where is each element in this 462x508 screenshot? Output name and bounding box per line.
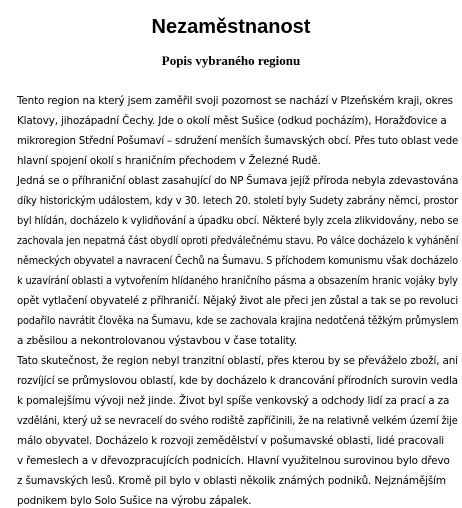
text-line: málo obyvatel. Docházelo k rozvoji zemědělství v pošumavské oblasti, lidé pracovali: [17, 435, 445, 447]
document-subtitle: Popis vybraného regionu: [161, 53, 301, 68]
text-line: zachovala jen nepatrná část obydlí oproti předválečnému stavu. Po válce docházelo k vyhánění: [17, 235, 459, 247]
text-line: díky historickým událostem, kdy v 30. letech 20. století byly Sudety zabrány němci, prostor: [17, 195, 458, 207]
text-line: rozvíjící se průmyslovou oblastí, kde by docházelo k drancování přírodních surovin vedla: [17, 375, 458, 387]
text-line: Klatovy, jihozápadní Čechy. Jde o okolí měst Sušice (odkud pocházím), Horažďovice a: [17, 115, 447, 127]
document-title: Nezaměstnanost: [151, 16, 311, 38]
text-line: k uzavírání oblasti a vytvořením hlídaného hraničního pásma a obsazením hranic vojáky byly: [17, 275, 458, 287]
text-line: a zběsilou a nekontrolovanou výstavbou v čase totality.: [17, 335, 298, 347]
text-line: hlavní spojení okolí s hraničním přechodem v Železné Rudě.: [17, 155, 321, 167]
text-line: vzděláni, který už se nevracelí do svého rodiště zapříčinili, že na relativně velkém území žije: [17, 415, 458, 427]
text-line: Tato skutečnost, že region nebyl tranzitní oblastí, přes kterou by se převáželo zboží, ani: [17, 355, 458, 367]
text-line: Tento region na který jsem zaměřil svoji pozornost se nachází v Plzeňském kraji, okres: [17, 95, 453, 107]
text-line: mikroregion Střední Pošumaví – sdružení menších šumavských obcí. Přes tuto oblast vede: [17, 135, 458, 147]
text-line: byl hlídán, docházelo k vylidňování a úpadku obcí. Některé byly zcela zlikvidovány, nebo se: [17, 215, 459, 227]
text-line: německých obyvatel a navracení Čechů na Šumavu. S příchodem komunismu však docházelo: [17, 255, 458, 267]
text-line: podnikem bylo Solo Sušice na výrobu zápalek.: [17, 495, 252, 507]
text-line: z šumavských lesů. Kromě pil bylo v oblasti několik známých podniků. Nejznámějším: [17, 475, 446, 487]
text-line: opět vytlačení obyvatelé z příhraničí. Nějaký život ale přeci jen zůstal a tak se po revoluci: [17, 295, 459, 307]
text-line: k pomalejšímu vývoji než jinde. Život byl spíše venkovský a odchody lidí za prací a za: [17, 395, 450, 407]
text-line: Jedná se o příhraniční oblast zasahující do NP Šumava jejíž příroda nebyla zdevastována: [17, 175, 459, 187]
text-line: podařilo navrátit člověka na Šumavu, kde se zachovala krajina nedotčená těžkým průmyslem: [17, 315, 459, 327]
text-line: v řemeslech a v dřevozpracujících podnicích. Hlavní využitelnou surovinou bylo dřevo: [17, 455, 450, 467]
